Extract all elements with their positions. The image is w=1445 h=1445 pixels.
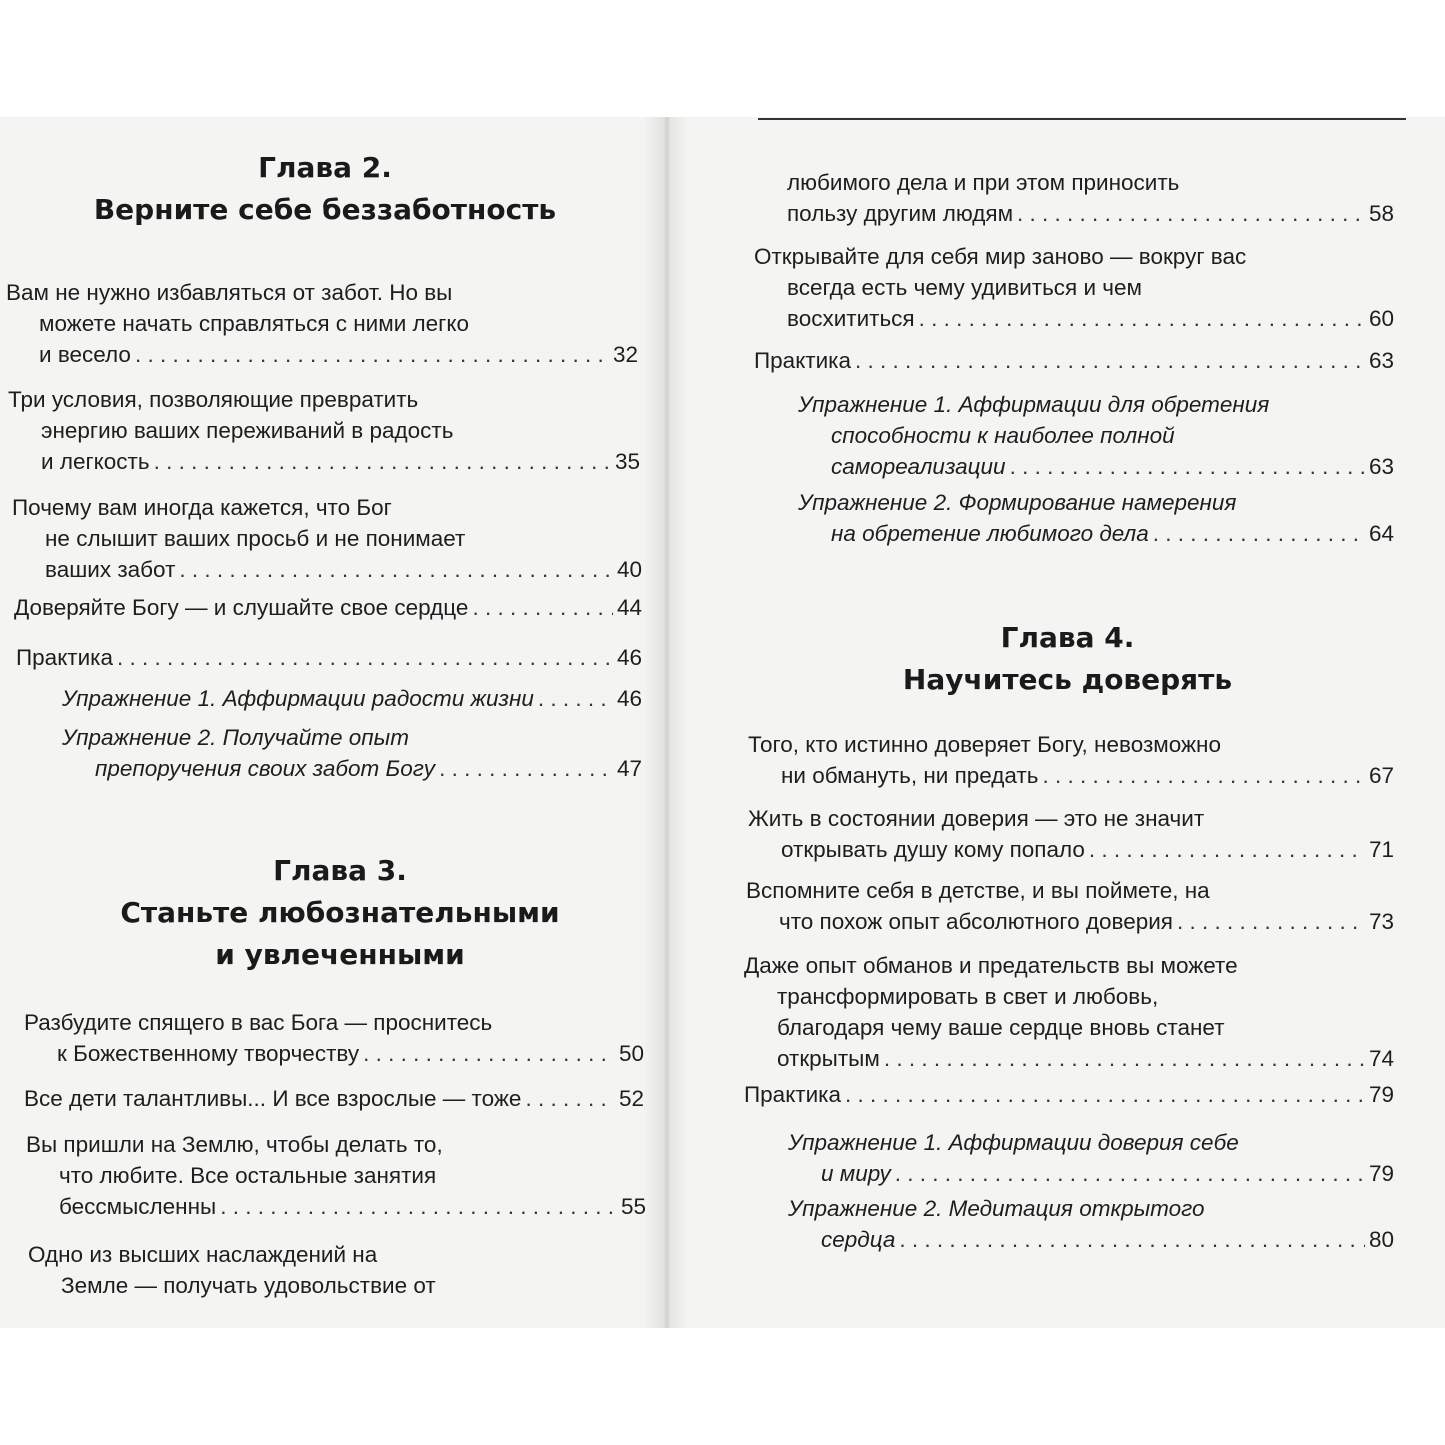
- page-number: 60: [1368, 306, 1394, 331]
- leader-dots: [1153, 518, 1365, 549]
- leader-dots: [1010, 451, 1365, 482]
- chapter-number: Глава 2.: [258, 151, 392, 184]
- chapter-heading: [0, 850, 680, 976]
- page-number: 52: [618, 1086, 644, 1111]
- toc-entry[interactable]: Практика . . . 63: [754, 345, 1394, 376]
- page-number: 63: [1368, 348, 1394, 373]
- leader-dots: [884, 1043, 1365, 1074]
- leader-dots: [919, 303, 1365, 334]
- page-number: 63: [1368, 454, 1394, 479]
- leader-dots: [538, 683, 613, 714]
- page-number: 50: [618, 1041, 644, 1066]
- leader-dots: [1017, 198, 1365, 229]
- book-spread: [0, 117, 1445, 1328]
- leader-dots: [220, 1191, 617, 1222]
- leader-dots: [895, 1158, 1365, 1189]
- toc-entry[interactable]: Вам не нужно избавляться от забот. Но вы можете начать справляться с ними легко и весело . . . 32: [6, 277, 638, 370]
- chapter-number: Глава 4.: [1000, 621, 1135, 654]
- leader-dots: [525, 1083, 615, 1114]
- chapter-number: Глава 3.: [273, 854, 407, 887]
- toc-entry[interactable]: Одно из высших наслаждений на Земле — получать удовольствие от: [28, 1242, 436, 1298]
- toc-entry[interactable]: Все дети талантливы... И все взрослые — тоже . . . 52: [24, 1083, 644, 1114]
- page-number: 80: [1368, 1227, 1394, 1252]
- leader-dots: [1177, 906, 1365, 937]
- leader-dots: [154, 446, 611, 477]
- page-number: 44: [616, 595, 642, 620]
- leader-dots: [117, 642, 613, 673]
- page-number: 32: [612, 342, 638, 367]
- page-number: 40: [616, 557, 642, 582]
- toc-entry[interactable]: Даже опыт обманов и предательств вы можете трансформировать в свет и любовь, благодаря чему ваше сердце вновь станет открытым . . . 74: [744, 950, 1394, 1074]
- page-number: 79: [1368, 1161, 1394, 1186]
- chapter-title: Верните себе беззаботность: [93, 193, 557, 226]
- page-number: 47: [616, 756, 642, 781]
- page-number: 35: [614, 449, 640, 474]
- chapter-title-line: Станьте любознательными: [120, 896, 560, 929]
- toc-entry[interactable]: Практика . . . 46: [16, 642, 642, 673]
- book-gutter: [643, 117, 689, 1328]
- toc-entry[interactable]: Три условия, позволяющие превратить энергию ваших переживаний в радость и легкость . . . 35: [8, 384, 640, 477]
- toc-entry[interactable]: Того, кто истинно доверяет Богу, невозможно ни обмануть, ни предать . . . 67: [748, 729, 1394, 791]
- toc-entry[interactable]: Вспомните себя в детстве, и вы поймете, на что похож опыт абсолютного доверия . . . 73: [746, 875, 1394, 937]
- chapter-heading: [690, 617, 1445, 701]
- toc-entry-exercise[interactable]: Упражнение 1. Аффирмации для обретения способности к наиболее полной самореализации . . . 63: [798, 389, 1394, 482]
- leader-dots: [1042, 760, 1364, 791]
- toc-entry[interactable]: Разбудите спящего в вас Бога — проснитесь к Божественному творчеству . . . 50: [24, 1007, 644, 1069]
- toc-entry-exercise[interactable]: Упражнение 1. Аффирмации радости жизни . . . 46: [62, 683, 642, 714]
- leader-dots: [1089, 834, 1365, 865]
- header-rule: [758, 118, 1406, 120]
- toc-entry[interactable]: Доверяйте Богу — и слушайте свое сердце . . . 44: [14, 592, 642, 623]
- page-number: 55: [620, 1194, 646, 1219]
- leader-dots: [135, 339, 609, 370]
- leader-dots: [855, 345, 1365, 376]
- chapter-title-line: и увлеченными: [215, 938, 465, 971]
- leader-dots: [899, 1224, 1365, 1255]
- toc-entry-exercise[interactable]: Упражнение 2. Формирование намерения на обретение любимого дела . . . 64: [798, 487, 1394, 549]
- toc-entry[interactable]: Вы пришли на Землю, чтобы делать то, что любите. Все остальные занятия бессмысленны . . . 55: [26, 1129, 646, 1222]
- toc-entry[interactable]: Открывайте для себя мир заново — вокруг вас всегда есть чему удивиться и чем восхититься . . . 60: [754, 241, 1394, 334]
- toc-entry-exercise[interactable]: Упражнение 1. Аффирмации доверия себе и миру . . . 79: [788, 1127, 1394, 1189]
- page-number: 58: [1368, 201, 1394, 226]
- leader-dots: [845, 1079, 1365, 1110]
- toc-entry[interactable]: любимого дела и при этом приносить пользу другим людям . . . 58: [754, 167, 1394, 229]
- chapter-heading: [0, 147, 650, 231]
- chapter-title: Научитесь доверять: [902, 663, 1233, 696]
- toc-entry[interactable]: Жить в состоянии доверия — это не значит открывать душу кому попало . . . 71: [748, 803, 1394, 865]
- page-number: 46: [616, 645, 642, 670]
- leader-dots: [472, 592, 613, 623]
- toc-entry[interactable]: Практика . . . 79: [744, 1079, 1394, 1110]
- page-number: 73: [1368, 909, 1394, 934]
- leader-dots: [363, 1038, 615, 1069]
- page-number: 67: [1368, 763, 1394, 788]
- page-number: 64: [1368, 521, 1394, 546]
- toc-entry[interactable]: Почему вам иногда кажется, что Бог не слышит ваших просьб и не понимает ваших забот . . . 40: [12, 492, 642, 585]
- toc-entry-exercise[interactable]: Упражнение 2. Медитация открытого сердца . . . 80: [788, 1193, 1394, 1255]
- leader-dots: [179, 554, 613, 585]
- leader-dots: [439, 753, 613, 784]
- page-number: 74: [1368, 1046, 1394, 1071]
- page-number: 46: [616, 686, 642, 711]
- page-number: 79: [1368, 1082, 1394, 1107]
- page-number: 71: [1368, 837, 1394, 862]
- toc-entry-exercise[interactable]: Упражнение 2. Получайте опыт препоручения своих забот Богу . . . 47: [62, 722, 642, 784]
